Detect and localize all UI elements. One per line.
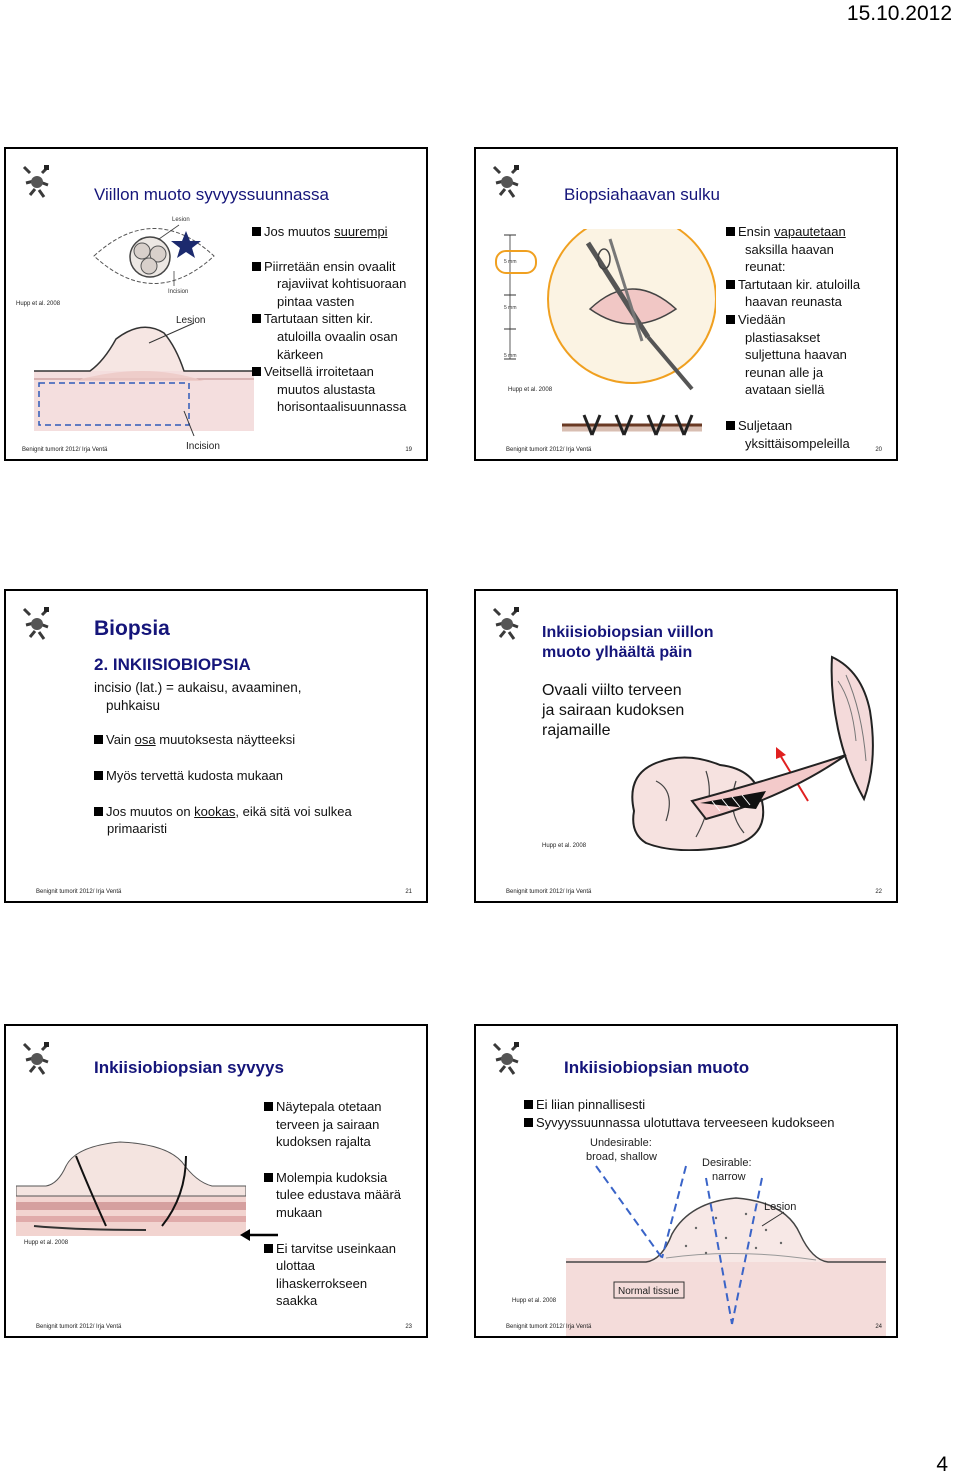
citation: Hupp et al. 2008 (16, 301, 61, 307)
slide-title: Inkiisiobiopsian muoto (564, 1058, 750, 1077)
bullet-list (524, 1096, 896, 1131)
dimension-label: 5 mm (504, 353, 517, 359)
university-logo-icon (20, 605, 54, 645)
bullet-item: Ensin vapautetaan saksilla haavan reunat: (726, 223, 894, 276)
bullet-item: Ei liian pinnallisesti (524, 1096, 896, 1114)
incision-depth-figure (34, 211, 254, 451)
header-date: 15.10.2012 (846, 2, 952, 25)
slide-footer: Benignit tumorit 2012/ Irja Ventä (22, 447, 108, 453)
slide-21 (4, 589, 428, 903)
bullet-list (94, 731, 424, 749)
slide-23 (4, 1024, 428, 1338)
bullet-item: Veitsellä irroitetaan muutos alustasta horisontaalisuunnassa (252, 363, 422, 416)
university-logo-icon (490, 163, 524, 203)
bullet-item: Suljetaan yksittäisompeleilla (726, 417, 894, 452)
citation: Hupp et al. 2008 (512, 1298, 557, 1304)
bullet-item: Vain osa muutoksesta näytteeksi (94, 731, 424, 749)
slide-number: 20 (875, 447, 882, 453)
slide-number: 21 (405, 889, 412, 895)
slide-subtitle: 2. INKIISIOBIOPSIA (94, 655, 251, 674)
slide-22 (474, 589, 898, 903)
slide-footer: Benignit tumorit 2012/ Irja Ventä (36, 889, 122, 895)
bullet-list (264, 1098, 424, 1310)
slide-20 (474, 147, 898, 461)
bullet-item: Tartutaan sitten kir. atuloilla ovaalin osan kärkeen (252, 310, 422, 363)
bullet-item: Jos muutos suurempi (252, 223, 422, 241)
slide-footer: Benignit tumorit 2012/ Irja Ventä (36, 1324, 122, 1330)
slide-number: 24 (875, 1324, 882, 1330)
university-logo-icon (490, 1040, 524, 1080)
bullet-item: Piirretään ensin ovaalit rajaviivat kohtisuoraan pintaa vasten (252, 258, 422, 311)
bullet-item: Jos muutos on kookas, eikä sitä voi sulkea primaaristi (94, 803, 424, 838)
slide-title: Inkiisiobiopsian syvyys (94, 1058, 284, 1077)
slide-text: Ovaali viilto terveen ja sairaan kudoksen rajamaille (542, 682, 685, 739)
slide-24 (474, 1024, 898, 1338)
incision-label: Incision (186, 441, 220, 451)
lesion-label: Lesion (176, 315, 206, 326)
slide-footer: Benignit tumorit 2012/ Irja Ventä (506, 889, 592, 895)
bullet-list (726, 223, 894, 452)
citation: Hupp et al. 2008 (542, 843, 587, 849)
bullet-item: Tartutaan kir. atuloilla haavan reunasta (726, 276, 894, 311)
slide-number: 19 (405, 447, 412, 453)
bullet-item: Syvyyssuunnassa ulotuttava terveeseen kudokseen (524, 1114, 896, 1132)
biopsy-shape-figure (566, 1138, 886, 1338)
bullet-list (94, 767, 424, 838)
slide-title: Inkiisiobiopsian viillon muoto ylhäältä päin (542, 624, 714, 661)
slide-number: 23 (405, 1324, 412, 1330)
university-logo-icon (20, 163, 54, 203)
bullet-item: Viedään plastiasakset suljettuna haavan reunan alle ja avataan siellä (726, 311, 894, 399)
dimension-label: 5 mm (504, 259, 517, 265)
slide-footer: Benignit tumorit 2012/ Irja Ventä (506, 447, 592, 453)
lesion-label: Lesion (764, 1201, 797, 1213)
university-logo-icon (20, 1040, 54, 1080)
incision-small-label: Incision (168, 289, 189, 295)
lesion-small-label: Lesion (172, 217, 190, 223)
undesirable-label: broad, shallow (586, 1151, 657, 1163)
latin-definition: incisio (lat.) = aukaisu, avaaminen, puhkaisu (94, 680, 302, 713)
wound-closure-figure (492, 229, 716, 449)
incision-topview-figure (616, 651, 896, 851)
bullet-list (252, 223, 422, 416)
dimension-label: 5 mm (504, 305, 517, 311)
desirable-label: Desirable: (702, 1157, 752, 1169)
slide-title: Biopsia (94, 617, 170, 640)
slide-title: Biopsiahaavan sulku (564, 185, 720, 204)
citation: Hupp et al. 2008 (508, 387, 553, 393)
university-logo-icon (490, 605, 524, 645)
undesirable-label: Undesirable: (590, 1138, 652, 1149)
slide-title: Viillon muoto syvyyssuunnassa (94, 185, 329, 204)
bullet-item: Myös tervettä kudosta mukaan (94, 767, 424, 785)
bullet-item: Ei tarvitse useinkaan ulottaa lihaskerrokseen saakka (264, 1240, 424, 1310)
citation: Hupp et al. 2008 (24, 1240, 69, 1246)
desirable-label: narrow (712, 1171, 746, 1183)
page-number: 4 (936, 1453, 948, 1476)
bullet-item: Näytepala otetaan terveen ja sairaan kudoksen rajalta (264, 1098, 424, 1151)
incision-depth-wedge-figure (16, 1126, 246, 1246)
normal-tissue-label: Normal tissue (618, 1286, 680, 1297)
bullet-item: Molempia kudoksia tulee edustava määrä mukaan (264, 1169, 424, 1222)
slide-number: 22 (875, 889, 882, 895)
slide-19 (4, 147, 428, 461)
slide-footer: Benignit tumorit 2012/ Irja Ventä (506, 1324, 592, 1330)
